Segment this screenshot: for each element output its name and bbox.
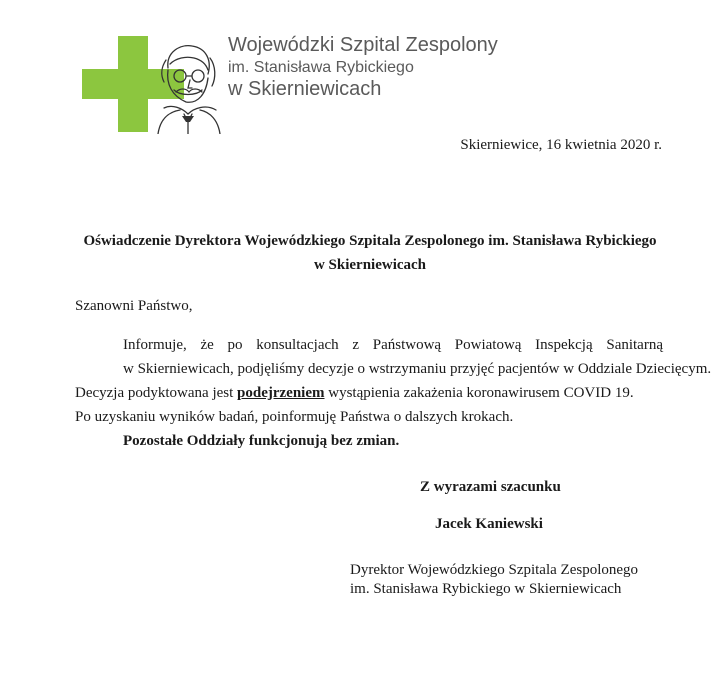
salutation: Szanowni Państwo, [75,298,193,314]
paragraph-2-before: Decyzja podyktowana jest [75,385,234,401]
letter-title-line2: w Skierniewicach [313,257,427,273]
paragraph-1 [75,333,712,381]
paragraph-4: Pozostałe Oddziały funkcjonują bez zmian. [123,433,400,449]
letter-title [40,229,700,277]
letter-title-line1: Oświadczenie Dyrektora Wojewódzkiego Szpitala Zespolonego im. Stanisława Rybickiego [83,233,657,249]
hospital-name [228,34,498,101]
closing: Z wyrazami szacunku [420,479,561,495]
paragraph-1-line2: w Skierniewicach, podjęliśmy decyzje o wstrzymaniu przyjęć pacjentów w Oddziale Dziecięcym. [123,361,712,377]
signatory-role-line2: im. Stanisława Rybickiego w Skierniewicach [350,581,622,597]
emphasis-text: podejrzeniem [237,385,325,401]
paragraph-1-line1: Informuje, że po konsultacjach z Państwową Powiatową Inspekcją Sanitarną [123,337,663,353]
paragraph-2-after: wystąpienia zakażenia koronawirusem COVID 19. [328,385,634,401]
portrait-logo [146,38,230,134]
hospital-name-line3: w Skierniewicach [228,78,382,101]
hospital-name-line1: Wojewódzki Szpital Zespolony [228,34,498,56]
paragraph-3: Po uzyskaniu wyników badań, poinformuję Państwa o dalszych krokach. [75,409,514,425]
signatory-role-line1: Dyrektor Wojewódzkiego Szpitala Zespolonego [350,562,639,578]
signatory-name: Jacek Kaniewski [435,516,543,532]
letter-body [75,333,712,453]
paragraph-2 [75,381,663,405]
hospital-name-line2: im. Stanisława Rybickiego [228,59,414,76]
letterhead [0,0,720,140]
signatory-role [350,561,638,599]
letter-date: Skierniewice, 16 kwietnia 2020 r. [460,137,662,153]
